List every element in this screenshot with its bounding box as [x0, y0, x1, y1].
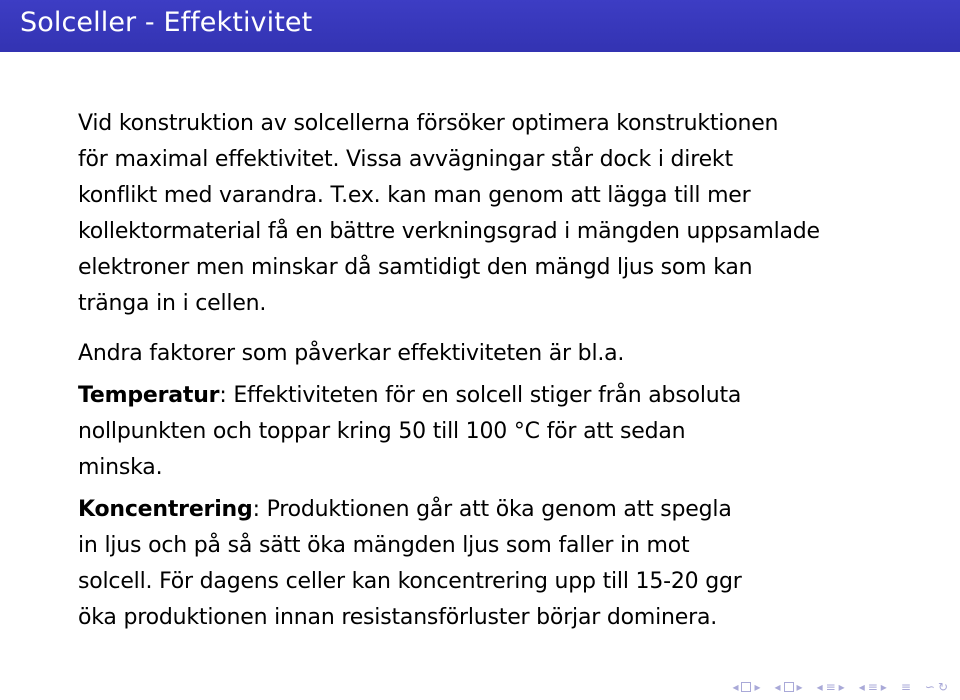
intro-paragraph [78, 106, 878, 322]
nav-align-icon[interactable]: ≡ [900, 680, 911, 694]
nav-prev-icon[interactable]: ▸ [754, 680, 761, 694]
intro-line: för maximal effektivitet. Vissa avvägningar står dock i direkt [78, 147, 733, 172]
temperature-line: minska. [78, 455, 163, 480]
temperature-line: : Effektiviteten för en solcell stiger från absoluta [219, 383, 742, 408]
nav-first-icon[interactable]: ◂ [732, 680, 739, 694]
temperature-paragraph [78, 378, 878, 486]
beamer-navigation [732, 680, 948, 694]
concentration-line: solcell. För dagens celler kan koncentrering upp till 15-20 ggr [78, 569, 742, 594]
slide-content [78, 106, 878, 636]
nav-next-next-icon[interactable]: ▸ [880, 680, 887, 694]
concentration-label: Koncentrering [78, 497, 253, 522]
nav-section-next-icon[interactable]: ▸ [796, 680, 803, 694]
intro-line: kollektormaterial få en bättre verkningsgrad i mängden uppsamlade [78, 219, 820, 244]
nav-section-prev-icon[interactable]: ◂ [774, 680, 781, 694]
nav-zoom-icon[interactable]: ↻ [937, 680, 948, 694]
concentration-line: in ljus och på så sätt öka mängden ljus som faller in mot [78, 533, 690, 558]
intro-line: elektroner men minskar då samtidigt den mängd ljus som kan [78, 255, 753, 280]
nav-next-icon[interactable]: ≡ [867, 680, 878, 694]
intro-line: Vid konstruktion av solcellerna försöker optimera konstruktionen [78, 111, 779, 136]
nav-subsection-prev-icon[interactable]: ◂ [816, 680, 823, 694]
concentration-line: öka produktionen innan resistansförluster börjar dominera. [78, 605, 718, 630]
slide-title: Solceller - Effektivitet [20, 7, 313, 38]
temperature-line: nollpunkten och toppar kring 50 till 100 °C för att sedan [78, 419, 686, 444]
nav-frame-box-icon[interactable] [741, 682, 751, 692]
title-bar [0, 0, 960, 52]
concentration-paragraph [78, 492, 878, 636]
nav-next-prev-icon[interactable]: ◂ [858, 680, 865, 694]
intro-line: tränga in i cellen. [78, 291, 267, 316]
intro-line: konflikt med varandra. T.ex. kan man genom att lägga till mer [78, 183, 751, 208]
concentration-line: : Produktionen går att öka genom att spegla [252, 497, 732, 522]
nav-search-icon[interactable]: ∽ [924, 680, 935, 694]
nav-subsection-next-icon[interactable]: ▸ [838, 680, 845, 694]
nav-frame-icon[interactable] [784, 682, 794, 692]
nav-subsection-icon[interactable]: ≡ [825, 680, 836, 694]
factors-intro: Andra faktorer som påverkar effektiviteten är bl.a. [78, 341, 625, 366]
temperature-label: Temperatur [78, 383, 220, 408]
